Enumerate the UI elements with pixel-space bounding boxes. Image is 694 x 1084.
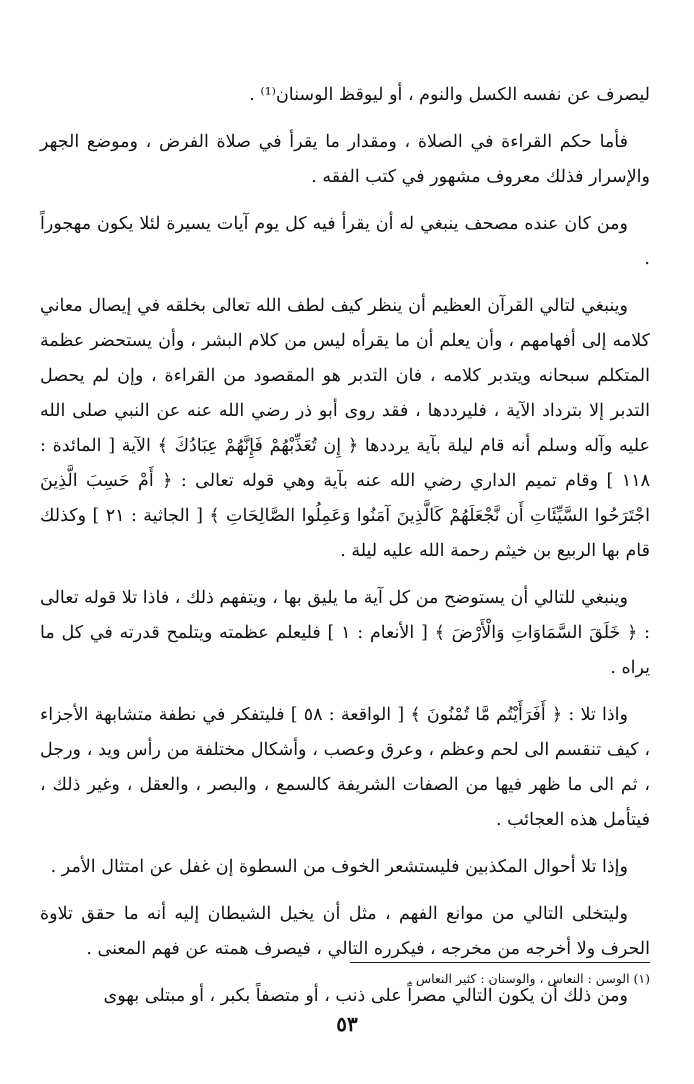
paragraph-8: وليتخلى التالي من موانع الفهم ، مثل أن يخيل الشيطان إليه أنه ما حقق تلاوة الحرف ولا أخرجه من مخرجه ، فيكرره التالي ، فيصرف همته عن فهم المعنى . — [40, 904, 650, 959]
paragraph-4: وينبغي لتالي القرآن العظيم أن ينظر كيف لطف الله تعالى بخلقه في إيصال معاني كلامه إلى أفهامهم ، وأن يعلم أن ما يقرأه ليس من كلام البشر ، وأن يستحضر عظمة المتكلم سبحانه ويتدبر كلامه ، فان التدبر هو المقصود من القراءة ، وإن لم يحصل التدبر إلا بترداد الآية ، فليرددها ، فقد روى أبو ذر رضي الله عنه عن النبي صلى الله عليه وآله وسلم أنه قام ليلة بآية يرددها ﴿ إِن تُعَذِّبْهُمْ فَإِنَّهُمْ عِبَادُكَ ﴾ الآية [ المائدة : ١١٨ ] وقام تميم الداري رضي الله عنه بآية وهي قوله تعالى : ﴿ أَمْ حَسِبَ الَّذِينَ اجْتَرَحُوا السَّيِّئَاتِ أَن نَّجْعَلَهُمْ كَالَّذِينَ آمَنُوا وَعَمِلُوا الصَّالِحَاتِ ﴾ [ الجاثية : ٢١ ] وكذلك قام بها الربيع بن خيثم رحمة الله عليه ليلة . — [40, 296, 650, 561]
paragraph-6: واذا تلا : ﴿ أَفَرَأَيْتُم مَّا تُمْنُونَ ﴾ [ الواقعة : ٥٨ ] فليتفكر في نطفة متشابهة الأجزاء ، كيف تنقسم الى لحم وعظم ، وعرق وعصب ، وأشكال مختلفة من رأس ويد ، ورجل ، ثم الى ما ظهر فيها من الصفات الشريفة كالسمع ، والبصر ، والعقل ، وغير ذلك ، فيتأمل هذه العجائب . — [40, 705, 650, 830]
paragraph-3: ومن كان عنده مصحف ينبغي له أن يقرأ فيه كل يوم آيات يسيرة لئلا يكون مهجوراً . — [40, 214, 650, 269]
paragraph-1: ليصرف عن نفسه الكسل والنوم ، أو ليوقظ الوسنان⁽¹⁾ . — [249, 85, 650, 105]
footnote-divider — [350, 962, 650, 963]
page-number: ٥٣ — [336, 1012, 358, 1036]
footnote: (١) الوسن : النعاس ، والوسنان : كثير النعاس . — [407, 971, 650, 986]
paragraph-9: ومن ذلك أن يكون التالي مصراً على ذنب ، أو متصفاً بكبر ، أو مبتلى بهوى — [103, 986, 628, 1006]
paragraph-2: فأما حكم القراءة في الصلاة ، ومقدار ما يقرأ في صلاة الفرض ، وموضع الجهر والإسرار فذلك معروف مشهور في كتب الفقه . — [40, 132, 650, 187]
paragraph-7: وإذا تلا أحوال المكذبين فليستشعر الخوف من السطوة إن غفل عن امتثال الأمر . — [50, 857, 628, 877]
page-body — [40, 78, 650, 1026]
paragraph-5: وينبغي للتالي أن يستوضح من كل آية ما يليق بها ، ويتفهم ذلك ، فاذا تلا قوله تعالى : ﴿ خَلَقَ السَّمَاوَاتِ وَالْأَرْضَ ﴾ [ الأنعام : ١ ] فليعلم عظمته ويتلمح قدرته في كل ما يراه . — [40, 588, 650, 678]
